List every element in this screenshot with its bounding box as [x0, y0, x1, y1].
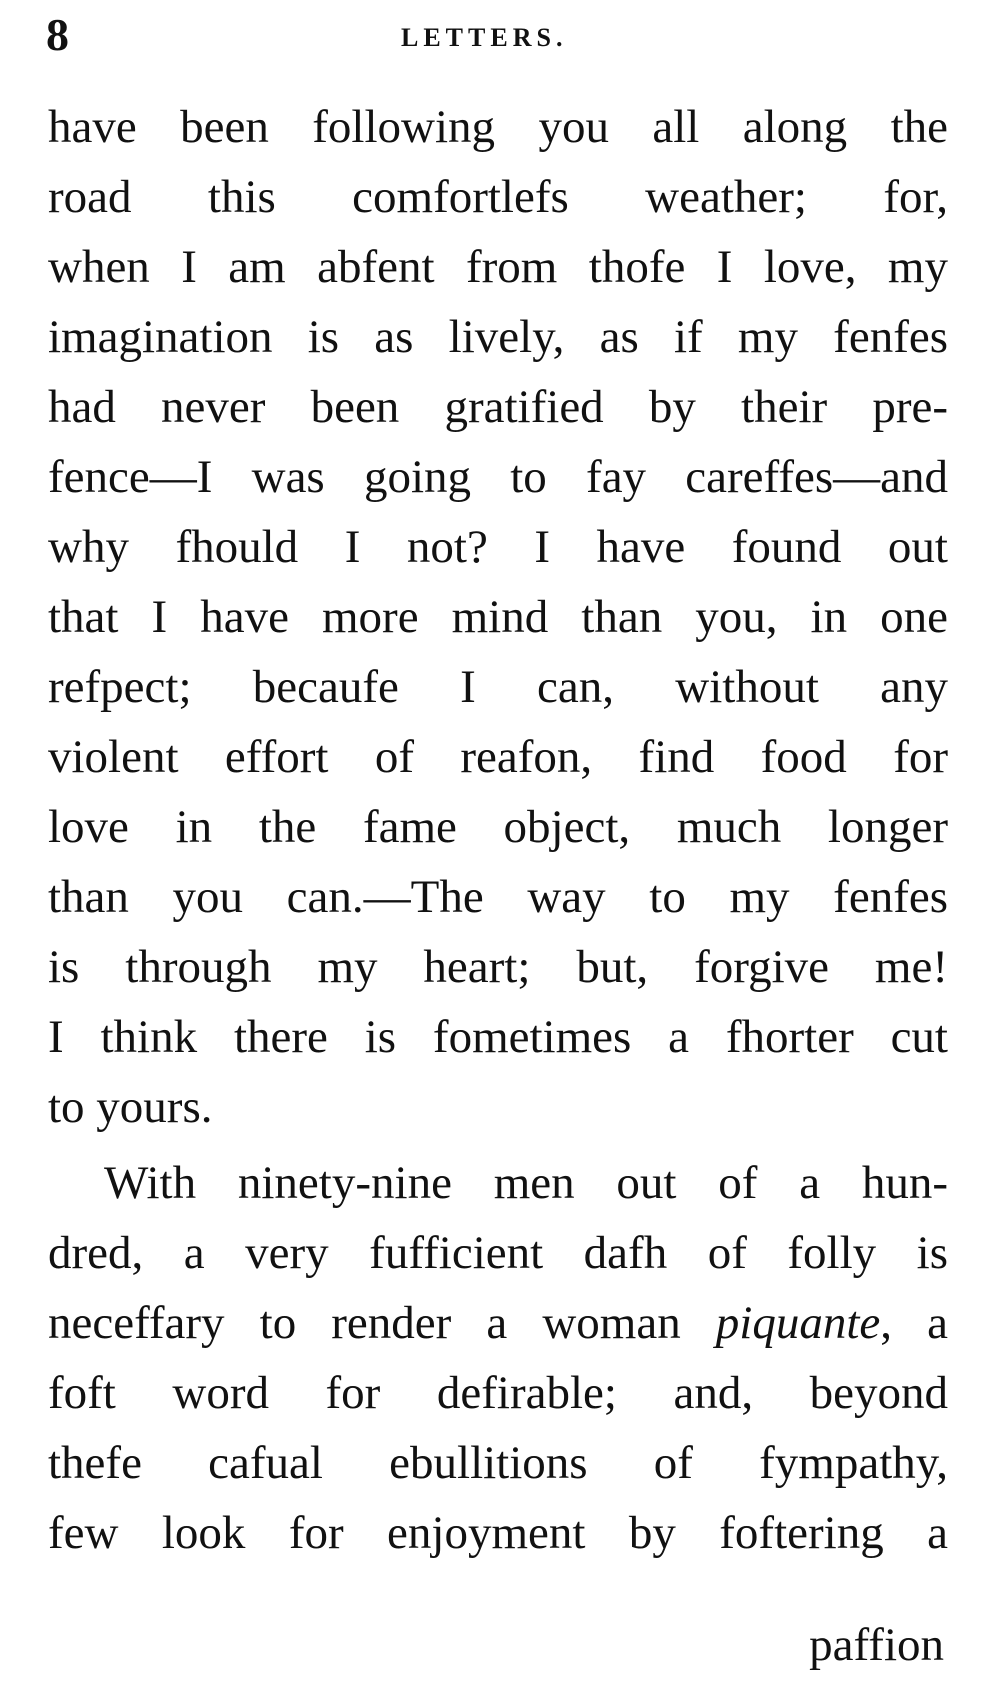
- italic-word: piquante: [715, 1297, 881, 1349]
- catchword: paffion: [809, 1619, 944, 1671]
- text-line: With ninety-nine men out of a hun-: [104, 1157, 948, 1209]
- text-line: imagination is as lively, as if my fenfes: [48, 311, 948, 363]
- text-line: fence—I was going to fay careffes—and: [48, 451, 948, 503]
- text-segment: , a: [880, 1297, 948, 1349]
- text-segment: neceffary to render a woman: [48, 1297, 716, 1349]
- text-line: why fhould I not? I have found out: [48, 521, 948, 573]
- body-text: [48, 92, 948, 1568]
- text-line: to yours.: [48, 1081, 213, 1133]
- text-line: foft word for defirable; and, beyond: [48, 1367, 948, 1419]
- text-line: when I am abfent from thofe I love, my: [48, 241, 948, 293]
- text-line: refpect; becaufe I can, without any: [48, 661, 948, 713]
- text-line: few look for enjoyment by foftering a: [48, 1507, 948, 1559]
- text-line-with-italic: [48, 1288, 948, 1358]
- text-line: love in the fame object, much longer: [48, 801, 948, 853]
- text-line: is through my heart; but, forgive me!: [48, 941, 948, 993]
- text-line: had never been gratified by their pre-: [48, 381, 948, 433]
- text-line: road this comfortlefs weather; for,: [48, 171, 948, 223]
- page-number: 8: [46, 9, 69, 60]
- text-line: I think there is fometimes a fhorter cut: [48, 1011, 948, 1063]
- text-line: that I have more mind than you, in one: [48, 591, 948, 643]
- text-line: than you can.—The way to my fenfes: [48, 871, 948, 923]
- text-line: have been following you all along the: [48, 101, 948, 153]
- text-line: violent effort of reafon, find food for: [48, 731, 948, 783]
- page-header: [46, 10, 946, 60]
- running-head: LETTERS.: [401, 23, 568, 52]
- text-line: thefe cafual ebullitions of fympathy,: [48, 1437, 948, 1489]
- text-line: dred, a very fufficient dafh of folly is: [48, 1227, 948, 1279]
